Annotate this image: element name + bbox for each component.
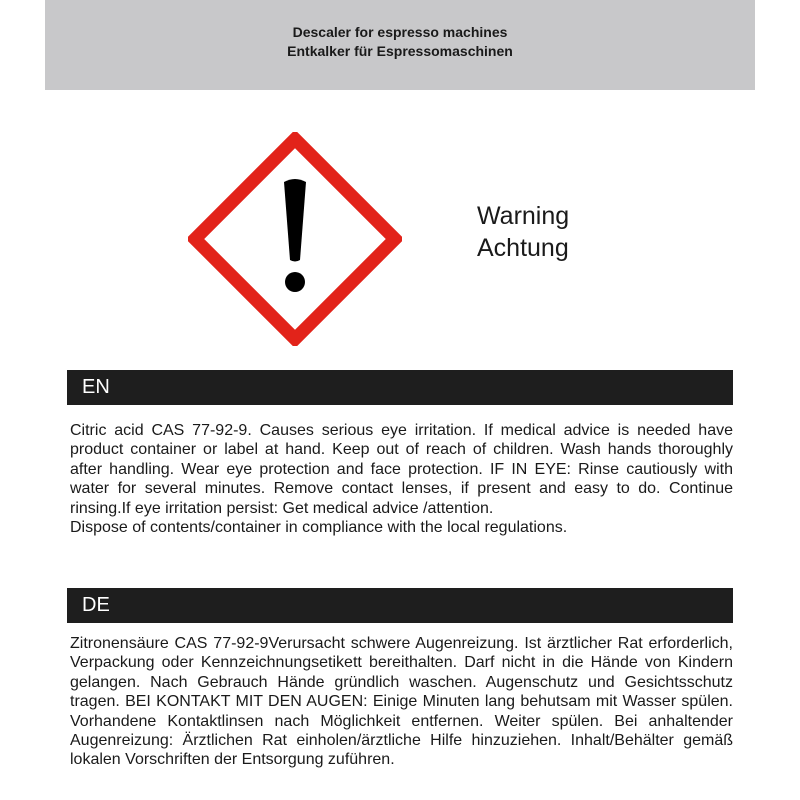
- signal-word: [477, 200, 569, 264]
- section-text-de: [70, 634, 733, 770]
- section-header-de: [67, 588, 733, 623]
- product-header: [45, 0, 755, 90]
- section-label-de: DE: [82, 594, 110, 616]
- section-header-en: [67, 370, 733, 405]
- section-text-en: [70, 421, 733, 537]
- section-label-en: EN: [82, 376, 110, 398]
- signal-word-de: Achtung: [477, 234, 569, 262]
- hazard-statement-de: Zitronensäure CAS 77-92-9Verursacht schwere Augenreizung. Ist ärztlicher Rat erforderlich, Verpackung oder Kennzeichnungsetikett bereithalten. Darf nicht in die Hände von Kindern gelangen. Nach Gebrauch Hände gründlich waschen. Augenschutz und Gesichtsschutz tragen. BEI KONTAKT MIT DEN AUGEN: Einige Minuten lang behutsam mit Wasser spülen. Vorhandene Kontaktlinsen nach Möglichkeit entfernen. Weiter spülen. Bei anhaltender Augenreizung: Ärztlichen Rat einholen/ärztliche Hilfe hinzuziehen. Inhalt/Behälter gemäß lokalen Vorschriften der Entsorgung zuführen.: [70, 635, 733, 769]
- ghs07-exclamation-icon: [188, 132, 402, 346]
- signal-word-en: Warning: [477, 202, 570, 230]
- hazard-statement-en: Citric acid CAS 77-92-9. Causes serious eye irritation. If medical advice is needed have product container or label at hand. Keep out of reach of children. Wash hands thoroughly after handling. Wear eye protection and face protection. IF IN EYE: Rinse cautiously with water for several minutes. Remove contact lenses, if present and easy to do. Continue rinsing.If eye irritation persist: Get medical advice /attention.: [70, 422, 733, 517]
- product-title-de: Entkalker für Espressomaschinen: [287, 43, 513, 59]
- disposal-statement-en: Dispose of contents/container in compliance with the local regulations.: [70, 519, 568, 537]
- product-title-en: Descaler for espresso machines: [292, 24, 508, 40]
